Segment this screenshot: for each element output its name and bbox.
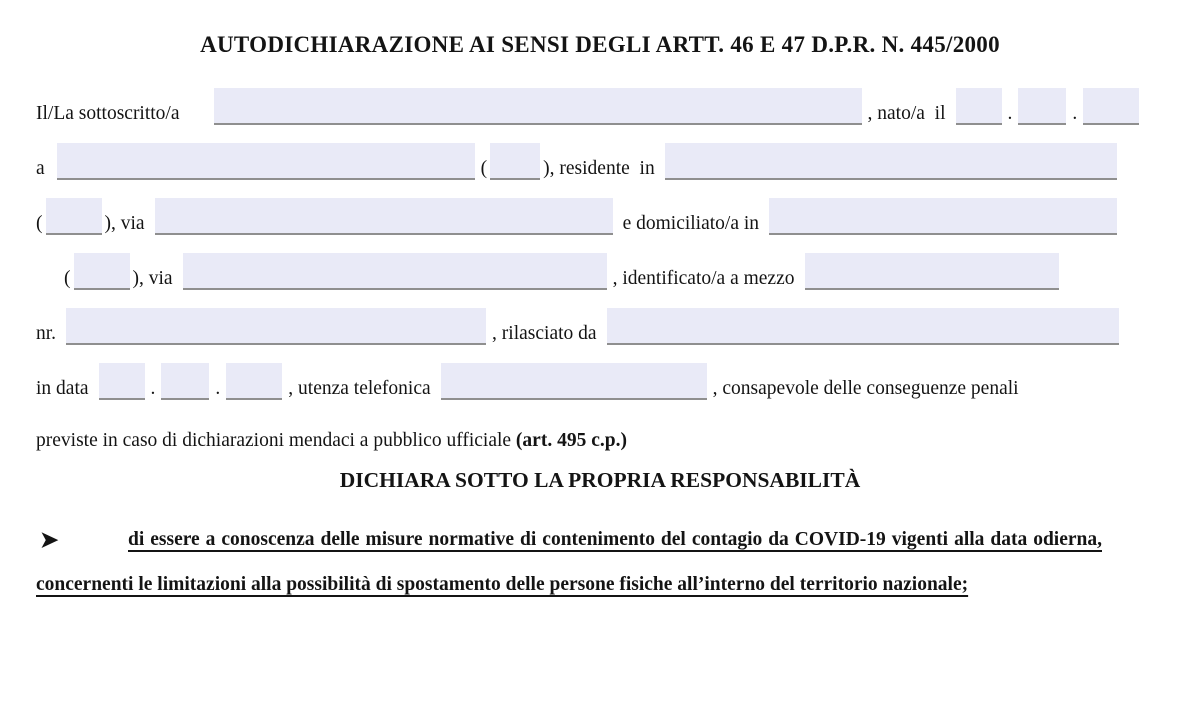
label-utenza: , utenza telefonica: [288, 378, 431, 399]
field-telefono[interactable]: [441, 363, 707, 400]
field-documento-numero[interactable]: [66, 308, 486, 345]
label-sottoscritto: Il/La sottoscritto/a: [36, 103, 180, 124]
document-page: [0, 32, 1200, 607]
label-dot-2: .: [1072, 103, 1078, 124]
field-nascita-anno[interactable]: [1083, 88, 1139, 125]
field-nascita-giorno[interactable]: [956, 88, 1002, 125]
field-rilascio-giorno[interactable]: [99, 363, 145, 400]
label-nr: nr.: [36, 323, 57, 344]
field-comune-residenza[interactable]: [665, 143, 1117, 180]
label-dot-3: .: [150, 378, 156, 399]
field-via-domicilio[interactable]: [183, 253, 607, 290]
closing-paragraph: [36, 422, 1164, 460]
label-paren-open-1: (: [480, 158, 488, 179]
document-title: AUTODICHIARAZIONE AI SENSI DEGLI ARTT. 46 E 47 D.P.R. N. 445/2000: [200, 32, 1000, 57]
label-via-2: ), via: [132, 268, 173, 289]
field-nome-cognome[interactable]: [214, 88, 862, 125]
field-rilasciato-da[interactable]: [607, 308, 1119, 345]
field-luogo-nascita[interactable]: [57, 143, 475, 180]
closing-segment-2: (art. 495 c.p.): [515, 430, 627, 451]
field-documento-tipo[interactable]: [805, 253, 1059, 290]
label-via-1: ), via: [104, 213, 145, 234]
label-paren-open-2: (: [36, 213, 43, 234]
line-domicilio-via: [36, 251, 1164, 306]
field-comune-domicilio[interactable]: [769, 198, 1117, 235]
bullet-text: di essere a conoscenza delle misure normative di contenimento del contagio da COVID-19 vigenti alla data odierna, concernenti le limitazioni alla possibilità di spostamento delle persone fisiche all’interno del territorio nazionale;: [36, 529, 1102, 595]
label-rilasciato-da: , rilasciato da: [492, 323, 597, 344]
label-dot-1: .: [1007, 103, 1013, 124]
arrow-bullet-icon: ➤: [40, 527, 59, 552]
closing-segment-1: previste in caso di dichiarazioni mendaci a pubblico ufficiale: [36, 430, 516, 451]
label-consapevole: , consapevole delle conseguenze penali: [712, 378, 1019, 399]
field-provincia-residenza[interactable]: [46, 198, 102, 235]
label-a: a: [36, 158, 45, 179]
line-sottoscritto: [36, 86, 1164, 141]
line-documento: [36, 306, 1164, 361]
label-dot-4: .: [215, 378, 221, 399]
field-via-residenza[interactable]: [155, 198, 613, 235]
line-data-telefono: [36, 361, 1164, 416]
label-identificato: , identificato/a a mezzo: [612, 268, 795, 289]
bullet-item: [36, 517, 1102, 607]
label-in-data: in data: [36, 378, 89, 399]
label-domiciliato-in: e domiciliato/a in: [622, 213, 760, 234]
form-body: [36, 86, 1164, 416]
field-provincia-domicilio[interactable]: [74, 253, 130, 290]
declaration-heading: DICHIARA SOTTO LA PROPRIA RESPONSABILITÀ: [339, 468, 861, 492]
label-residente-in: ), residente in: [543, 158, 655, 179]
field-rilascio-anno[interactable]: [226, 363, 282, 400]
line-residenza-via: [36, 196, 1164, 251]
line-nascita-residenza: [36, 141, 1164, 196]
field-provincia-nascita[interactable]: [490, 143, 540, 180]
field-rilascio-mese[interactable]: [161, 363, 209, 400]
label-nato-il: , nato/a il: [867, 103, 946, 124]
field-nascita-mese[interactable]: [1018, 88, 1066, 125]
label-paren-open-3: (: [64, 268, 71, 289]
